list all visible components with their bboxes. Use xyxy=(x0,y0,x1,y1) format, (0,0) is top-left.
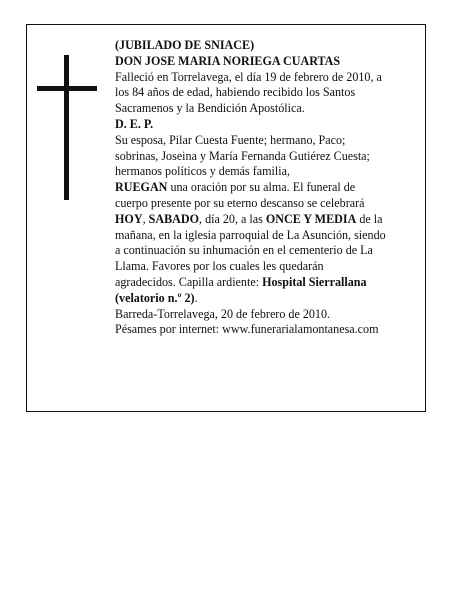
church-line-1: mañana, en la iglesia parroquial de La Asunción, siendo xyxy=(115,227,386,242)
notice-header: (JUBILADO DE SNIACE) xyxy=(115,38,255,52)
death-line-3: Sacramenos y la Bendición Apostólica. xyxy=(115,101,305,116)
death-line-1: Falleció en Torrelavega, el día 19 de febrero de 2010, a xyxy=(115,69,382,84)
church-line-3: Llama. Favores por los cuales les quedarán xyxy=(115,259,324,274)
cross-vertical-bar xyxy=(64,55,69,200)
sabado-word: SABADO xyxy=(148,211,200,226)
comma-1: , xyxy=(142,211,149,226)
death-line-2: los 84 años de edad, habiendo recibido los Santos xyxy=(115,85,356,100)
de-la: de la xyxy=(356,211,383,226)
velatorio-text: (velatorio n.º 2) xyxy=(115,290,195,305)
family-line-3: hermanos políticos y demás familia, xyxy=(115,164,290,179)
once-y-media-word: ONCE Y MEDIA xyxy=(265,211,357,226)
dep-line: D. E. P. xyxy=(115,116,154,131)
notice-text xyxy=(115,38,421,338)
family-line-1: Su esposa, Pilar Cuesta Fuente; hermano, Paco; xyxy=(115,132,346,147)
time-line xyxy=(115,212,421,228)
chapel-line xyxy=(115,275,421,291)
family-line-2: sobrinas, Joseina y María Fernanda Gutiérez Cuesta; xyxy=(115,148,370,163)
church-line-2: a continuación su inhumación en el cementerio de La xyxy=(115,243,373,258)
time-mid: , día 20, a las xyxy=(199,211,266,226)
ruegan-word: RUEGAN xyxy=(115,180,168,195)
ruegan-rest: una oración por su alma. El funeral de xyxy=(167,180,356,195)
funeral-line: cuerpo presente por su eterno descanso se celebrará xyxy=(115,195,365,210)
condolences-line: Pésames por internet: www.funerarialamontanesa.com xyxy=(115,322,379,337)
agradecidos-text: agradecidos. Capilla ardiente: xyxy=(115,274,263,289)
ruegan-line xyxy=(115,180,421,196)
hospital-name: Hospital Sierrallana xyxy=(262,274,367,289)
deceased-name: DON JOSE MARIA NORIEGA CUARTAS xyxy=(115,53,341,68)
obituary-notice xyxy=(26,24,426,412)
velatorio-line xyxy=(115,291,421,307)
place-date-line: Barreda-Torrelavega, 20 de febrero de 2010. xyxy=(115,306,331,321)
cross-icon xyxy=(37,55,99,200)
velatorio-period: . xyxy=(194,290,198,305)
cross-horizontal-bar xyxy=(37,86,97,91)
hoy-word: HOY xyxy=(115,211,143,226)
